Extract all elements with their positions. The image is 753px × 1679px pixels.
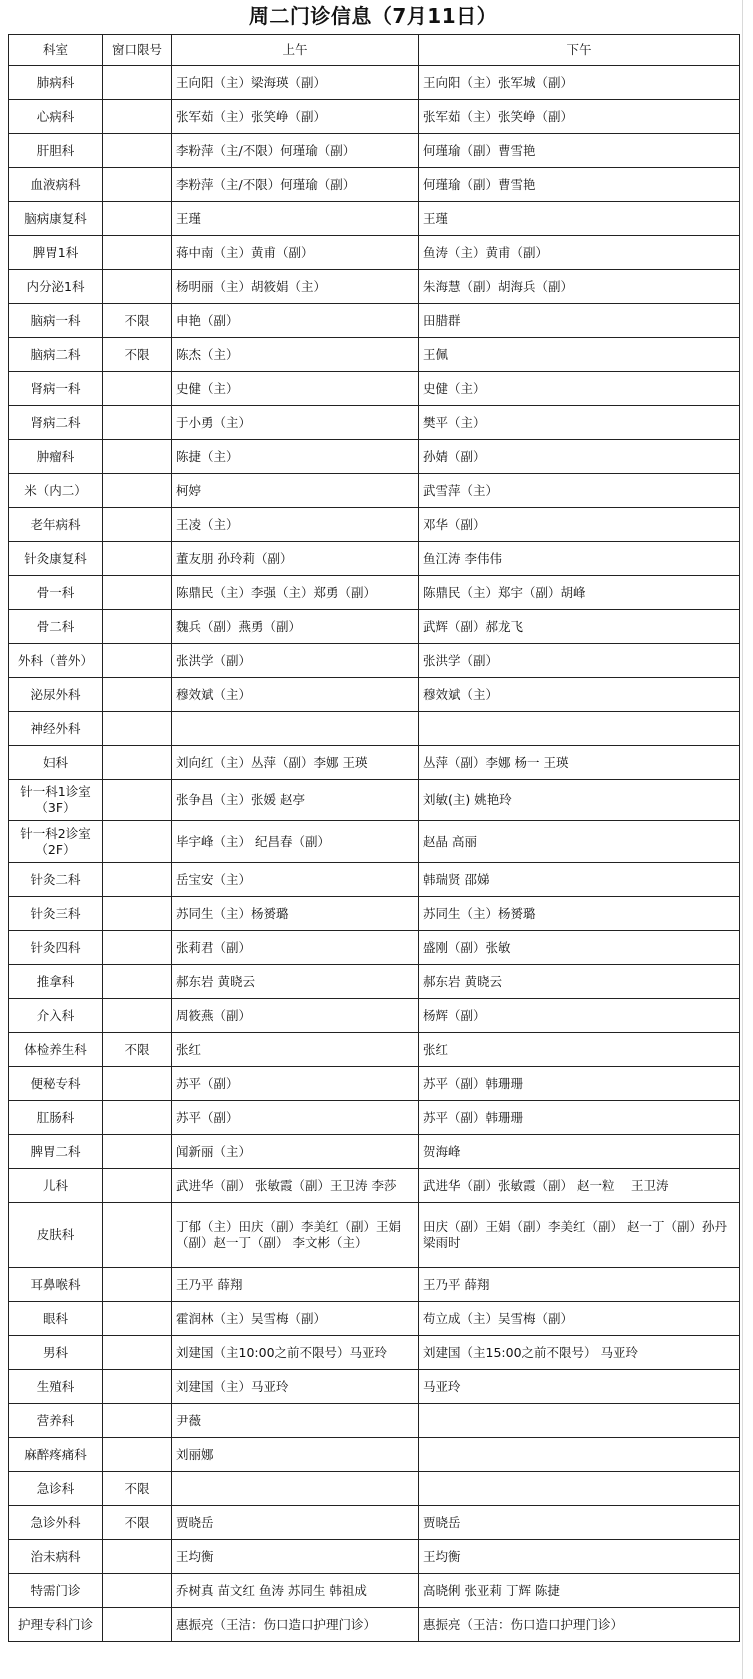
morning-cell: 王乃平 薛翔: [172, 1268, 419, 1302]
table-row: [9, 821, 740, 863]
afternoon-cell: 赵晶 高丽: [419, 821, 740, 863]
table-row: [9, 965, 740, 999]
dept-cell: 骨二科: [9, 610, 103, 644]
dept-cell: 急诊外科: [9, 1506, 103, 1540]
limit-cell: [103, 1268, 172, 1302]
dept-cell: 血液病科: [9, 168, 103, 202]
table-row: [9, 1169, 740, 1203]
dept-cell: 针灸康复科: [9, 542, 103, 576]
morning-cell: 武进华（副） 张敏霞（副）王卫涛 李莎: [172, 1169, 419, 1203]
header-window-limit: 窗口限号: [103, 35, 172, 66]
limit-cell: [103, 1135, 172, 1169]
limit-cell: [103, 1438, 172, 1472]
afternoon-cell: 刘敏(主) 姚艳玲: [419, 780, 740, 821]
dept-cell: 肾病二科: [9, 406, 103, 440]
limit-cell: [103, 863, 172, 897]
table-row: [9, 304, 740, 338]
morning-cell: 郝东岩 黄晓云: [172, 965, 419, 999]
dept-cell: 介入科: [9, 999, 103, 1033]
limit-cell: [103, 1067, 172, 1101]
morning-cell: [172, 712, 419, 746]
afternoon-cell: 苏同生（主）杨赟璐: [419, 897, 740, 931]
morning-cell: 张军茹（主）张笑峥（副）: [172, 100, 419, 134]
dept-cell: 肝胆科: [9, 134, 103, 168]
morning-cell: 乔树真 苗文红 鱼涛 苏同生 韩祖成: [172, 1574, 419, 1608]
table-row: [9, 270, 740, 304]
afternoon-cell: 樊平（主）: [419, 406, 740, 440]
dept-cell: 脾胃1科: [9, 236, 103, 270]
morning-cell: 闻新丽（主）: [172, 1135, 419, 1169]
limit-cell: 不限: [103, 304, 172, 338]
limit-cell: [103, 610, 172, 644]
dept-cell: 男科: [9, 1336, 103, 1370]
morning-cell: 史健（主）: [172, 372, 419, 406]
limit-cell: [103, 474, 172, 508]
limit-cell: 不限: [103, 1033, 172, 1067]
morning-cell: 张争昌（主）张媛 赵亭: [172, 780, 419, 821]
table-row: [9, 1135, 740, 1169]
limit-cell: 不限: [103, 338, 172, 372]
table-row: [9, 338, 740, 372]
dept-cell: 泌尿外科: [9, 678, 103, 712]
afternoon-cell: 刘建国（主15:00之前不限号） 马亚玲: [419, 1336, 740, 1370]
morning-cell: 杨明丽（主）胡筱娟（主）: [172, 270, 419, 304]
table-row: [9, 1540, 740, 1574]
limit-cell: [103, 897, 172, 931]
dept-cell: 针一科1诊室（3F）: [9, 780, 103, 821]
table-row: [9, 100, 740, 134]
limit-cell: [103, 712, 172, 746]
afternoon-cell: 何瑾瑜（副）曹雪艳: [419, 168, 740, 202]
morning-cell: 魏兵（副）燕勇（副）: [172, 610, 419, 644]
dept-cell: 便秘专科: [9, 1067, 103, 1101]
header-afternoon: 下午: [419, 35, 740, 66]
table-row: [9, 474, 740, 508]
afternoon-cell: 孙婧（副）: [419, 440, 740, 474]
limit-cell: [103, 1169, 172, 1203]
dept-cell: 针灸四科: [9, 931, 103, 965]
header-morning: 上午: [172, 35, 419, 66]
morning-cell: 李粉萍（主/不限）何瑾瑜（副）: [172, 168, 419, 202]
table-row: [9, 1203, 740, 1268]
table-row: [9, 1506, 740, 1540]
limit-cell: [103, 270, 172, 304]
table-row: [9, 508, 740, 542]
dept-cell: 生殖科: [9, 1370, 103, 1404]
afternoon-cell: 贾晓岳: [419, 1506, 740, 1540]
morning-cell: 柯婷: [172, 474, 419, 508]
dept-cell: 护理专科门诊: [9, 1608, 103, 1642]
limit-cell: [103, 576, 172, 610]
dept-cell: 妇科: [9, 746, 103, 780]
morning-cell: 刘建国（主10:00之前不限号）马亚玲: [172, 1336, 419, 1370]
limit-cell: [103, 931, 172, 965]
dept-cell: 针灸二科: [9, 863, 103, 897]
table-row: [9, 168, 740, 202]
limit-cell: [103, 746, 172, 780]
table-row: [9, 1472, 740, 1506]
table-row: [9, 406, 740, 440]
limit-cell: [103, 406, 172, 440]
afternoon-cell: 王均衡: [419, 1540, 740, 1574]
morning-cell: 霍润林（主）吴雪梅（副）: [172, 1302, 419, 1336]
morning-cell: 毕宇峰（主） 纪昌春（副）: [172, 821, 419, 863]
table-row: [9, 236, 740, 270]
afternoon-cell: 田腊群: [419, 304, 740, 338]
limit-cell: [103, 1574, 172, 1608]
morning-cell: [172, 1472, 419, 1506]
afternoon-cell: 武进华（副）张敏霞（副） 赵一粒 王卫涛: [419, 1169, 740, 1203]
morning-cell: 贾晓岳: [172, 1506, 419, 1540]
afternoon-cell: 丛萍（副）李娜 杨一 王瑛: [419, 746, 740, 780]
morning-cell: 王向阳（主）梁海瑛（副）: [172, 66, 419, 100]
afternoon-cell: 王佩: [419, 338, 740, 372]
dept-cell: 内分泌1科: [9, 270, 103, 304]
table-row: [9, 1438, 740, 1472]
morning-cell: 刘向红（主）丛萍（副）李娜 王瑛: [172, 746, 419, 780]
afternoon-cell: 王乃平 薛翔: [419, 1268, 740, 1302]
afternoon-cell: 高晓俐 张亚莉 丁辉 陈捷: [419, 1574, 740, 1608]
dept-cell: 肺病科: [9, 66, 103, 100]
table-row: [9, 610, 740, 644]
limit-cell: 不限: [103, 1506, 172, 1540]
dept-cell: 体检养生科: [9, 1033, 103, 1067]
table-row: [9, 931, 740, 965]
dept-cell: 脾胃二科: [9, 1135, 103, 1169]
morning-cell: 王凌（主）: [172, 508, 419, 542]
table-row: [9, 1574, 740, 1608]
morning-cell: 惠振亮（王洁：伤口造口护理门诊）: [172, 1608, 419, 1642]
morning-cell: 刘丽娜: [172, 1438, 419, 1472]
afternoon-cell: 鱼涛（主）黄甫（副）: [419, 236, 740, 270]
limit-cell: [103, 236, 172, 270]
afternoon-cell: 武辉（副）郝龙飞: [419, 610, 740, 644]
dept-cell: 特需门诊: [9, 1574, 103, 1608]
table-row: [9, 1336, 740, 1370]
dept-cell: 急诊科: [9, 1472, 103, 1506]
table-row: [9, 897, 740, 931]
morning-cell: 王均衡: [172, 1540, 419, 1574]
dept-cell: 麻醉疼痛科: [9, 1438, 103, 1472]
dept-cell: 针一科2诊室（2F）: [9, 821, 103, 863]
table-row: [9, 1608, 740, 1642]
morning-cell: 陈杰（主）: [172, 338, 419, 372]
morning-cell: 张莉君（副）: [172, 931, 419, 965]
morning-cell: 穆效斌（主）: [172, 678, 419, 712]
limit-cell: [103, 1101, 172, 1135]
dept-cell: 耳鼻喉科: [9, 1268, 103, 1302]
morning-cell: 张洪学（副）: [172, 644, 419, 678]
morning-cell: 于小勇（主）: [172, 406, 419, 440]
morning-cell: 陈捷（主）: [172, 440, 419, 474]
limit-cell: [103, 1370, 172, 1404]
dept-cell: 外科（普外）: [9, 644, 103, 678]
limit-cell: [103, 134, 172, 168]
limit-cell: [103, 999, 172, 1033]
afternoon-cell: 张红: [419, 1033, 740, 1067]
table-row: [9, 1067, 740, 1101]
morning-cell: 苏同生（主）杨赟璐: [172, 897, 419, 931]
limit-cell: [103, 202, 172, 236]
limit-cell: [103, 542, 172, 576]
morning-cell: 刘建国（主）马亚玲: [172, 1370, 419, 1404]
afternoon-cell: 盛刚（副）张敏: [419, 931, 740, 965]
afternoon-cell: 王瑾: [419, 202, 740, 236]
afternoon-cell: 贺海峰: [419, 1135, 740, 1169]
dept-cell: 肾病一科: [9, 372, 103, 406]
limit-cell: [103, 1203, 172, 1268]
table-row: [9, 780, 740, 821]
limit-cell: [103, 1608, 172, 1642]
morning-cell: 蒋中南（主）黄甫（副）: [172, 236, 419, 270]
limit-cell: [103, 100, 172, 134]
table-row: [9, 1033, 740, 1067]
table-row: [9, 863, 740, 897]
morning-cell: 陈鼎民（主）李强（主）郑勇（副）: [172, 576, 419, 610]
limit-cell: [103, 965, 172, 999]
table-row: [9, 66, 740, 100]
table-row: [9, 1101, 740, 1135]
dept-cell: 营养科: [9, 1404, 103, 1438]
afternoon-cell: [419, 1472, 740, 1506]
table-row: [9, 1370, 740, 1404]
morning-cell: 申艳（副）: [172, 304, 419, 338]
dept-cell: 肿瘤科: [9, 440, 103, 474]
page-edge-divider: [742, 0, 743, 1679]
dept-cell: 神经外科: [9, 712, 103, 746]
table-row: [9, 712, 740, 746]
table-row: [9, 440, 740, 474]
dept-cell: 针灸三科: [9, 897, 103, 931]
limit-cell: [103, 644, 172, 678]
limit-cell: [103, 780, 172, 821]
limit-cell: [103, 168, 172, 202]
table-row: [9, 678, 740, 712]
dept-cell: 心病科: [9, 100, 103, 134]
afternoon-cell: 马亚玲: [419, 1370, 740, 1404]
afternoon-cell: [419, 1438, 740, 1472]
table-row: [9, 1268, 740, 1302]
page-title: 周二门诊信息（7月11日）: [248, 4, 498, 28]
table-row: [9, 134, 740, 168]
afternoon-cell: 陈鼎民（主）郑宇（副）胡峰: [419, 576, 740, 610]
limit-cell: [103, 821, 172, 863]
morning-cell: 岳宝安（主）: [172, 863, 419, 897]
header-dept: 科室: [9, 35, 103, 66]
table-row: [9, 999, 740, 1033]
limit-cell: [103, 372, 172, 406]
afternoon-cell: [419, 712, 740, 746]
morning-cell: 尹薇: [172, 1404, 419, 1438]
afternoon-cell: 朱海慧（副）胡海兵（副）: [419, 270, 740, 304]
table-row: [9, 542, 740, 576]
table-row: [9, 202, 740, 236]
afternoon-cell: 穆效斌（主）: [419, 678, 740, 712]
limit-cell: [103, 440, 172, 474]
dept-cell: 骨一科: [9, 576, 103, 610]
afternoon-cell: [419, 1404, 740, 1438]
table-row: [9, 576, 740, 610]
morning-cell: 王瑾: [172, 202, 419, 236]
morning-cell: 周筱燕（副）: [172, 999, 419, 1033]
afternoon-cell: 苏平（副）韩珊珊: [419, 1101, 740, 1135]
dept-cell: 脑病二科: [9, 338, 103, 372]
afternoon-cell: 郝东岩 黄晓云: [419, 965, 740, 999]
dept-cell: 脑病一科: [9, 304, 103, 338]
afternoon-cell: 惠振亮（王洁：伤口造口护理门诊）: [419, 1608, 740, 1642]
morning-cell: 丁郁（主）田庆（副）李美红（副）王娟（副）赵一丁（副） 李文彬（主）: [172, 1203, 419, 1268]
dept-cell: 老年病科: [9, 508, 103, 542]
table-row: [9, 1404, 740, 1438]
limit-cell: [103, 66, 172, 100]
afternoon-cell: 史健（主）: [419, 372, 740, 406]
afternoon-cell: 何瑾瑜（副）曹雪艳: [419, 134, 740, 168]
afternoon-cell: 田庆（副）王娟（副）李美红（副） 赵一丁（副）孙丹 梁雨时: [419, 1203, 740, 1268]
limit-cell: [103, 1540, 172, 1574]
dept-cell: 推拿科: [9, 965, 103, 999]
dept-cell: 治未病科: [9, 1540, 103, 1574]
afternoon-cell: 张洪学（副）: [419, 644, 740, 678]
morning-cell: 董友朋 孙玲莉（副）: [172, 542, 419, 576]
table-header-row: [9, 35, 740, 66]
afternoon-cell: 邓华（副）: [419, 508, 740, 542]
dept-cell: 皮肤科: [9, 1203, 103, 1268]
limit-cell: [103, 1404, 172, 1438]
limit-cell: [103, 678, 172, 712]
dept-cell: 肛肠科: [9, 1101, 103, 1135]
afternoon-cell: 杨辉（副）: [419, 999, 740, 1033]
dept-cell: 米（内二）: [9, 474, 103, 508]
table-row: [9, 746, 740, 780]
morning-cell: 苏平（副）: [172, 1101, 419, 1135]
limit-cell: [103, 1302, 172, 1336]
morning-cell: 苏平（副）: [172, 1067, 419, 1101]
morning-cell: 李粉萍（主/不限）何瑾瑜（副）: [172, 134, 419, 168]
afternoon-cell: 苏平（副）韩珊珊: [419, 1067, 740, 1101]
limit-cell: [103, 1336, 172, 1370]
clinic-schedule-table: [8, 34, 740, 1642]
morning-cell: 张红: [172, 1033, 419, 1067]
dept-cell: 儿科: [9, 1169, 103, 1203]
table-row: [9, 1302, 740, 1336]
afternoon-cell: 武雪萍（主）: [419, 474, 740, 508]
afternoon-cell: 韩瑞贤 邵娣: [419, 863, 740, 897]
limit-cell: 不限: [103, 1472, 172, 1506]
table-row: [9, 644, 740, 678]
table-row: [9, 372, 740, 406]
afternoon-cell: 张军茹（主）张笑峥（副）: [419, 100, 740, 134]
dept-cell: 脑病康复科: [9, 202, 103, 236]
dept-cell: 眼科: [9, 1302, 103, 1336]
afternoon-cell: 苟立成（主）吴雪梅（副）: [419, 1302, 740, 1336]
afternoon-cell: 王向阳（主）张军城（副）: [419, 66, 740, 100]
limit-cell: [103, 508, 172, 542]
afternoon-cell: 鱼江涛 李伟伟: [419, 542, 740, 576]
